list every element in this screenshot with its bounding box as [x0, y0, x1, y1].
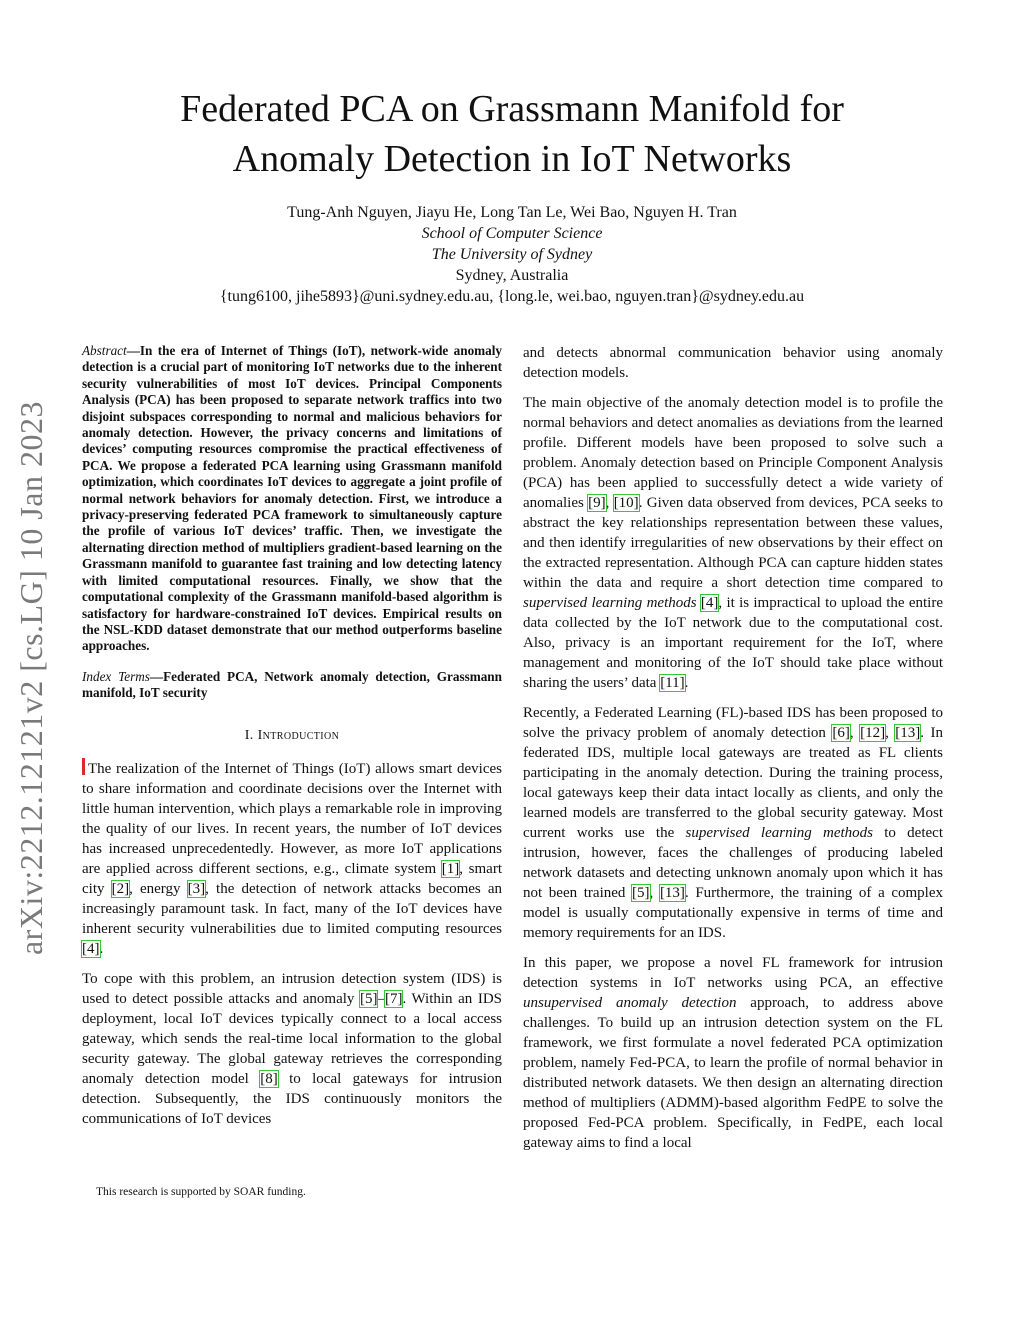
arxiv-stamp: arXiv:2212.12121v2 [cs.LG] 10 Jan 2023 — [13, 400, 49, 956]
intro-paragraph-1 — [82, 758, 502, 959]
text-span: , — [885, 725, 896, 741]
text-span: , smart city — [82, 860, 503, 897]
text-span: . In federated IDS, multiple local gateways are treated as FL clients participating in the anomaly detection. During the training process, local gateways keep their data intact locally as clients, and only the learned models are transferred to the global security gateway. Most current works use the — [523, 725, 944, 841]
abstract — [82, 343, 502, 655]
text-span: The realization of the Internet of Things (IoT) allows smart devices to share information and coordinate decisions over the Internet with little human intervention, which plays a remarkable role in improving the quality of our lives. In recent years, the number of IoT devices has increased unprecedentedly. However, as more IoT applications are applied across different sections, e.g., climate system — [82, 760, 502, 877]
citation-link[interactable]: [5] — [632, 885, 650, 901]
citation-link[interactable]: [2] — [111, 880, 130, 897]
affiliation-location: Sydney, Australia — [455, 267, 569, 284]
intro-paragraph-6 — [523, 953, 943, 1153]
citation-link[interactable]: [9] — [588, 495, 606, 511]
citation-link[interactable]: [5] — [359, 990, 378, 1007]
edit-marker — [82, 758, 85, 775]
title-line-2: Anomaly Detection in IoT Networks — [232, 138, 792, 180]
emphasis-text: supervised learning methods — [685, 825, 873, 841]
intro-paragraph-5 — [523, 703, 943, 943]
title-line-1: Federated PCA on Grassmann Manifold for — [180, 88, 844, 130]
text-span: . Given data observed from devices, PCA seeks to abstract the key relationships representation between these values, and then identify irregularities of new observations by their effect on the extracted representation. Although PCA can capture hidden states within the data and require a short detection time compared to — [523, 495, 944, 591]
text-span: , — [849, 725, 861, 741]
text-span: Recently, a Federated Learning (FL)-based IDS has been proposed to solve the privacy problem of anomaly detection — [523, 705, 943, 741]
intro-paragraph-3: and detects abnormal communication behavior using anomaly detection models. — [523, 345, 943, 381]
section-heading: I. Introduction — [244, 727, 340, 743]
text-span: In this paper, we propose a novel FL framework for intrusion detection systems in IoT networks using PCA, an effective — [523, 955, 943, 991]
paper-title — [110, 84, 914, 184]
affiliation-university: The University of Sydney — [431, 246, 593, 263]
text-span: , energy — [129, 880, 188, 897]
citation-link[interactable]: [1] — [441, 860, 460, 877]
index-terms-text: —Federated PCA, Network anomaly detection, Grassmann manifold, IoT security — [82, 668, 502, 701]
footnote: This research is supported by SOAR funding. — [96, 1186, 306, 1198]
text-span: – — [377, 990, 385, 1007]
citation-link[interactable]: [13] — [659, 885, 685, 901]
text-span: The main objective of the anomaly detection model is to profile the normal behaviors and detect anomalies as deviations from the learned profile. Different models have been proposed to solve such a problem. Anomaly detection based on Principle Component Analysis (PCA) has been applied to successfully detect a wide variety of anomalies — [523, 395, 943, 511]
author-emails: {tung6100, jihe5893}@uni.sydney.edu.au, {long.le, wei.bao, nguyen.tran}@sydney.edu.au — [219, 288, 805, 305]
text-span: , it is impractical to upload the entire data collected by the IoT network due to the computational cost. Also, privacy is an important requirement for the IoT, where management and monitoring of the IoT should take place without sharing the users’ data — [523, 595, 943, 691]
text-span: . — [99, 940, 104, 957]
affiliation-school: School of Computer Science — [421, 225, 603, 242]
emphasis-text: supervised learning methods — [523, 595, 697, 611]
citation-link[interactable]: [11] — [660, 675, 685, 691]
text-span: approach, to address above challenges. To build up an intrusion detection system on the FL framework, we first formulate a novel federated PCA optimization problem, namely Fed-PCA, to learn the profile of normal behavior in distributed network datasets. We then design an alternating direction method of multipliers (ADMM)-based algorithm FedPE to solve the proposed Fed-PCA problem. Specifically, in FedPE, each local gateway aims to find a local — [523, 995, 943, 1151]
abstract-label: Abstract — [82, 343, 127, 358]
citation-link[interactable]: [6] — [832, 725, 850, 741]
citation-link[interactable]: [4] — [700, 595, 719, 611]
author-names: Tung-Anh Nguyen, Jiayu He, Long Tan Le, Wei Bao, Nguyen H. Tran — [287, 204, 737, 221]
citation-link[interactable]: [8] — [260, 1070, 278, 1087]
emphasis-text: unsupervised anomaly detection — [523, 995, 737, 1011]
text-span: To cope with this problem, an intrusion detection system (IDS) is used to detect possible attacks and anomaly — [82, 970, 502, 1007]
text-span: . Within an IDS deployment, local IoT devices typically connect to a local access gateway, which sends the real-time local information to the global security gateway. The global gateway retrieves the corresponding anomaly detection model — [82, 990, 502, 1087]
author-block — [110, 202, 914, 307]
intro-paragraph-4 — [523, 393, 943, 693]
citation-link[interactable]: [12] — [860, 725, 886, 741]
text-span: to detect intrusion, however, faces the challenges of producing labeled network datasets and detecting unknown anomaly upon which it has not been trained — [523, 825, 943, 901]
citation-link[interactable]: [13] — [895, 725, 921, 741]
citation-link[interactable]: [3] — [187, 880, 206, 897]
citation-link[interactable]: [7] — [384, 990, 403, 1007]
left-column — [82, 343, 502, 1139]
intro-paragraph-2 — [82, 969, 502, 1129]
citation-link[interactable]: [10] — [613, 495, 639, 511]
index-terms-label: Index Terms — [82, 668, 150, 684]
right-column — [523, 343, 943, 1163]
text-span: , — [605, 495, 614, 511]
index-terms — [82, 669, 502, 702]
text-span: to local gateways for intrusion detection. Subsequently, the IDS continuously monitors the communications of IoT devices — [82, 1070, 502, 1127]
text-span: . — [684, 675, 689, 691]
citation-link[interactable]: [4] — [82, 940, 100, 957]
text-span: . Furthermore, the training of a complex model is usually computationally expensive in terms of time and memory requirements for an IDS. — [523, 885, 944, 941]
abstract-text: —In the era of Internet of Things (IoT), network-wide anomaly detection is a crucial part of monitoring IoT networks due to the inherent security vulnerabilities of most IoT devices. Principal Components Analysis (PCA) has been proposed to separate network traffics into two disjoint subspaces corresponding to normal and malicious behaviors for anomaly detection. However, the privacy concerns and limitations of devices’ computing resources compromise the practical effectiveness of PCA. We propose a federated PCA learning using Grassmann manifold optimization, which coordinates IoT devices to aggregate a joint profile of normal network behaviors for anomaly detection. First, we introduce a privacy-preserving federated PCA framework to simultaneously capture the profile of various IoT devices’ traffic. Then, we investigate the alternating direction method of multipliers gradient-based learning on the Grassmann manifold to guarantee fast training and low detecting latency with limited computational resources. Finally, we show that the computational complexity of the Grassmann manifold-based algorithm is satisfactory for hardware-constrained IoT devices. Empirical results on the NSL-KDD dataset demonstrate that our method outperforms baseline approaches. — [82, 343, 502, 654]
text-span: , the detection of network attacks becomes an increasingly paramount task. In fact, many of the IoT devices have inherent security vulnerabilities due to limited computing resources — [82, 880, 503, 937]
text-span: , — [649, 885, 660, 901]
